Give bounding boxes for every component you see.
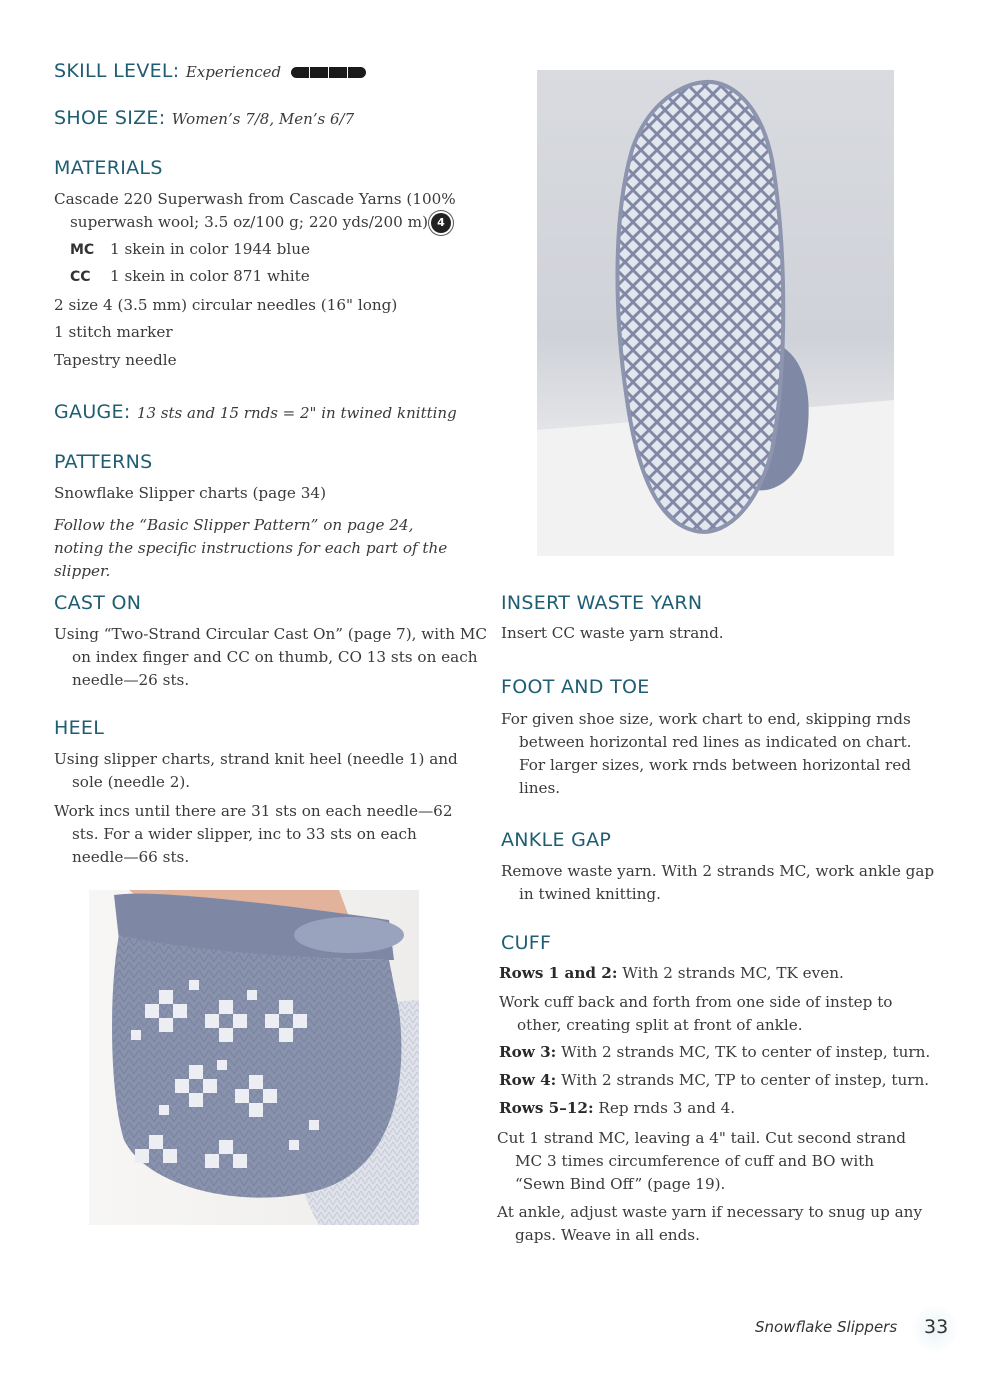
marker-line: 1 stitch marker — [54, 323, 173, 341]
yarn-line-2 — [70, 211, 451, 234]
yarn-line-2-text: superwash wool; 3.5 oz/100 g; 220 yds/200 m) — [70, 213, 428, 231]
cuff-rows-1-2 — [499, 962, 947, 985]
cuff-rows-1-2-text: With 2 strands MC, TK even. — [617, 964, 844, 982]
cuff-rows-1-2-label: Rows 1 and 2: — [499, 964, 618, 982]
cuff-row-4-label: Row 4: — [499, 1071, 557, 1089]
patterns-note: Follow the “Basic Slipper Pattern” on page 24, noting the specific instructions for each part of the slipper. — [54, 516, 448, 580]
skill-level-bars-icon — [291, 61, 367, 83]
mc-code: MC — [70, 242, 95, 258]
shoe-size-label: SHOE SIZE: — [54, 107, 166, 129]
shoe-size-heading — [54, 107, 354, 129]
heel-photo — [89, 890, 419, 1225]
patterns-charts: Snowflake Slipper charts (page 34) — [54, 484, 326, 502]
gauge-heading — [54, 401, 457, 423]
skill-level-value: Experienced — [185, 63, 282, 81]
cuff-row-3 — [499, 1041, 947, 1064]
cuff-rows-5-12 — [499, 1097, 947, 1120]
heel-text-1: Using slipper charts, strand knit heel (needle 1) and sole (needle 2). — [54, 750, 458, 791]
cast-on-heading: CAST ON — [54, 592, 142, 614]
sole-photo — [537, 70, 894, 556]
cc-text: 1 skein in color 871 white — [110, 267, 310, 285]
mc-text: 1 skein in color 1944 blue — [110, 240, 310, 258]
skill-level-heading — [54, 60, 367, 83]
cc-code: CC — [70, 269, 91, 285]
cast-on-text: Using “Two-Strand Circular Cast On” (page 7), with MC on index finger and CC on thumb, CO 13 sts on each needle—26 sts. — [54, 625, 488, 689]
insert-waste-yarn-heading: INSERT WASTE YARN — [501, 592, 703, 614]
skill-level-label: SKILL LEVEL: — [54, 60, 180, 82]
cc-line — [70, 265, 310, 289]
cuff-row-4-text: With 2 strands MC, TP to center of instep, turn. — [556, 1071, 930, 1089]
needles-line: 2 size 4 (3.5 mm) circular needles (16" long) — [54, 296, 398, 314]
heel-photo-svg — [89, 890, 419, 1225]
sole-photo-svg — [537, 70, 894, 556]
heel-text-2: Work incs until there are 31 sts on each needle—62 sts. For a wider slipper, inc to 33 sts on each needle—66 sts. — [54, 802, 453, 866]
foot-and-toe-text: For given shoe size, work chart to end, skipping rnds between horizontal red lines as indicated on chart. For larger sizes, work rnds between horizontal red lines. — [501, 710, 912, 797]
cuff-rows-5-12-text: Rep rnds 3 and 4. — [593, 1099, 736, 1117]
cuff-row-4 — [499, 1069, 947, 1092]
gauge-value: 13 sts and 15 rnds = 2" in twined knitting — [136, 404, 457, 422]
materials-heading: MATERIALS — [54, 157, 163, 179]
foot-and-toe-heading: FOOT AND TOE — [501, 676, 650, 698]
mc-line — [70, 238, 310, 262]
shoe-size-value: Women’s 7/8, Men’s 6/7 — [171, 110, 355, 128]
insert-waste-yarn-text: Insert CC waste yarn strand. — [501, 624, 724, 642]
cuff-heading: CUFF — [501, 932, 552, 954]
cuff-rows-5-12-label: Rows 5–12: — [499, 1099, 594, 1117]
cuff-work-text: Work cuff back and forth from one side of instep to other, creating split at front of ankle. — [499, 993, 893, 1034]
tapestry-line: Tapestry needle — [54, 351, 177, 369]
cuff-ankle-text: At ankle, adjust waste yarn if necessary to snug up any gaps. Weave in all ends. — [497, 1203, 923, 1244]
cuff-row-3-text: With 2 strands MC, TK to center of instep, turn. — [556, 1043, 931, 1061]
yarn-weight-icon: 4 — [431, 213, 451, 233]
ankle-gap-heading: ANKLE GAP — [501, 829, 612, 851]
cuff-cut-text: Cut 1 strand MC, leaving a 4" tail. Cut second strand MC 3 times circumference of cuff and BO with “Sewn Bind Off” (page 19). — [497, 1129, 907, 1193]
cuff-row-3-label: Row 3: — [499, 1043, 557, 1061]
yarn-line-1: Cascade 220 Superwash from Cascade Yarns (100% — [54, 190, 456, 208]
heel-heading: HEEL — [54, 717, 105, 739]
gauge-label: GAUGE: — [54, 401, 131, 423]
footer-title: Snowflake Slippers — [755, 1318, 898, 1336]
ankle-gap-text: Remove waste yarn. With 2 strands MC, work ankle gap in twined knitting. — [501, 862, 935, 903]
patterns-heading: PATTERNS — [54, 451, 153, 473]
page-number: 33 — [924, 1316, 949, 1338]
